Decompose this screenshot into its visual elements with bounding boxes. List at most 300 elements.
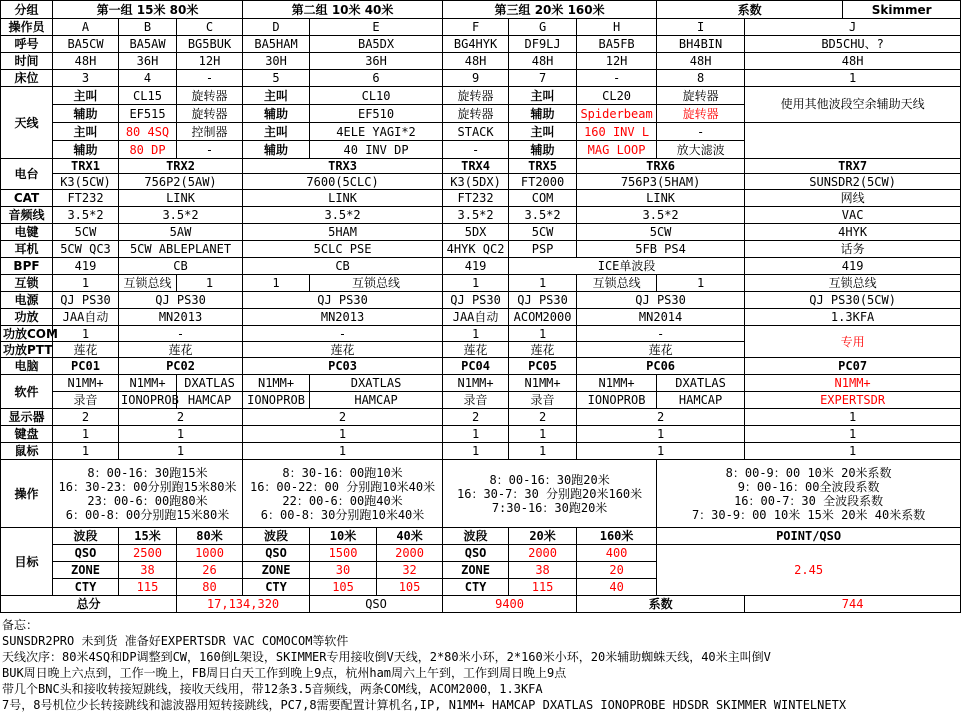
- cell: -: [577, 326, 745, 342]
- corner-cell: 分组: [1, 1, 53, 19]
- cell: 48H: [509, 53, 577, 70]
- cell: ZONE: [243, 562, 310, 579]
- cell: 话务: [745, 241, 961, 258]
- cell: PC03: [243, 358, 443, 375]
- row-label: 电脑: [1, 358, 53, 375]
- cell: 录音: [443, 392, 509, 409]
- cell: 1: [509, 326, 577, 342]
- cell: 1: [119, 426, 243, 443]
- cell: MN2013: [243, 309, 443, 326]
- cell: 2: [443, 409, 509, 426]
- main-label: 主叫: [509, 87, 577, 105]
- ops-line: 22：00-6：00跑40米: [282, 493, 403, 508]
- cell: EF510: [310, 105, 443, 123]
- cell: 12H: [177, 53, 243, 70]
- ops-row: [1, 460, 961, 528]
- cell: 5HAM: [243, 224, 443, 241]
- row-label: 功放PTT: [1, 342, 53, 358]
- row-label: 耳机: [1, 241, 53, 258]
- cell: BG5BUK: [177, 36, 243, 53]
- ops-line: 16：30-7：30 分别跑20米160米: [457, 486, 643, 501]
- cell: QJ PS30: [509, 292, 577, 309]
- mouse-row: [1, 443, 961, 460]
- ops-line: 8：00-16：30跑15米: [87, 465, 208, 480]
- cell: JAA自动: [443, 309, 509, 326]
- cell: 莲花: [443, 342, 509, 358]
- cell: 30: [310, 562, 377, 579]
- cell: D: [243, 19, 310, 36]
- cell: N1MM+: [243, 375, 310, 392]
- cell: 莲花: [243, 342, 443, 358]
- cell: CB: [119, 258, 243, 275]
- cell: FT232: [443, 190, 509, 207]
- cell: 互锁总线: [577, 275, 657, 292]
- cell: STACK: [443, 123, 509, 141]
- cell: SUNSDR2(5CW): [745, 174, 961, 190]
- cell: 4ELE YAGI*2: [310, 123, 443, 141]
- cell: 1: [53, 443, 119, 460]
- trx-label: TRX7: [745, 159, 961, 174]
- cell: 38: [509, 562, 577, 579]
- power-row: [1, 292, 961, 309]
- cell: 5CW: [53, 224, 119, 241]
- cell: 48H: [53, 53, 119, 70]
- bed-row: [1, 70, 961, 87]
- amp-dedicated-cell: 专用: [745, 326, 961, 358]
- cell: MN2013: [119, 309, 243, 326]
- cell: 1: [577, 443, 745, 460]
- cell: 3.5*2: [53, 207, 119, 224]
- cell: 36H: [119, 53, 177, 70]
- cell: HAMCAP: [310, 392, 443, 409]
- ampcom-row: [1, 326, 961, 342]
- row-label: 电台: [1, 159, 53, 190]
- cell: 40米: [377, 528, 443, 545]
- audio-row: [1, 207, 961, 224]
- ops-line: 16：00-7：30 全波段系数: [734, 493, 884, 508]
- cell: E: [310, 19, 443, 36]
- ops-line: 8：30-16：00跑10米: [282, 465, 403, 480]
- cell: PSP: [509, 241, 577, 258]
- cell: PC04: [443, 358, 509, 375]
- cell: ZONE: [443, 562, 509, 579]
- cell: 48H: [443, 53, 509, 70]
- key-row: [1, 224, 961, 241]
- operator-row: [1, 19, 961, 36]
- cell: 1: [745, 426, 961, 443]
- memo-line: 天线次序：80米4SQ和DP调整到CW，160倒L架设，SKIMMER专用接收倒V天线，2*80米小环，2*160米小环，20米辅助蜘蛛天线，40米主叫倒V: [2, 650, 771, 664]
- cell: 互锁总线: [310, 275, 443, 292]
- cell: BG4HYK: [443, 36, 509, 53]
- cell: 2: [53, 409, 119, 426]
- cell: MAG LOOP: [577, 141, 657, 159]
- cell: 36H: [310, 53, 443, 70]
- main-label: 主叫: [509, 123, 577, 141]
- cell: 105: [310, 579, 377, 596]
- row-label: 操作: [1, 460, 53, 528]
- main-label: 主叫: [53, 87, 119, 105]
- aux-label: 辅助: [509, 141, 577, 159]
- cell: 1: [509, 426, 577, 443]
- cell: PC06: [577, 358, 745, 375]
- cell: 1: [177, 275, 243, 292]
- cell: N1MM+: [443, 375, 509, 392]
- cell: 115: [119, 579, 177, 596]
- keyboard-row: [1, 426, 961, 443]
- cell: LINK: [577, 190, 745, 207]
- cell: 40 INV DP: [310, 141, 443, 159]
- cell: 录音: [53, 392, 119, 409]
- software-row-1: [1, 375, 961, 392]
- point-qso-title: POINT/QSO: [657, 528, 961, 545]
- cell: CL20: [577, 87, 657, 105]
- cell: C: [177, 19, 243, 36]
- cell: 80 DP: [119, 141, 177, 159]
- cell: 旋转器: [443, 87, 509, 105]
- cell: 12H: [577, 53, 657, 70]
- antenna-row-1: [1, 87, 961, 105]
- cell: 26: [177, 562, 243, 579]
- aux-label: 辅助: [243, 105, 310, 123]
- memo-line: SUNSDR2PRO 未到货 准备好EXPERTSDR VAC COMOCOM等软件: [2, 634, 349, 648]
- cell: 1: [443, 326, 509, 342]
- cell: 旋转器: [657, 87, 745, 105]
- cell: N1MM+: [745, 375, 961, 392]
- row-label: 操作员: [1, 19, 53, 36]
- cell: 5CW: [577, 224, 745, 241]
- cell: 1: [53, 275, 119, 292]
- cell: DXATLAS: [657, 375, 745, 392]
- cell: IONOPROB: [243, 392, 310, 409]
- trx-label: TRX6: [577, 159, 745, 174]
- time-row: [1, 53, 961, 70]
- cell: 32: [377, 562, 443, 579]
- skimmer-header: Skimmer: [843, 1, 961, 19]
- cell: 1: [119, 443, 243, 460]
- cell: BA5FB: [577, 36, 657, 53]
- cell: 1: [745, 409, 961, 426]
- cell: 2: [577, 409, 745, 426]
- row-label: 显示器: [1, 409, 53, 426]
- row-label: CAT: [1, 190, 53, 207]
- cell: Spiderbeam: [577, 105, 657, 123]
- cell: -: [177, 141, 243, 159]
- cell: JAA自动: [53, 309, 119, 326]
- cell: 3.5*2: [243, 207, 443, 224]
- aux-antenna-note: 使用其他波段空余辅助天线: [745, 87, 961, 123]
- cell: MN2014: [577, 309, 745, 326]
- cell: 160米: [577, 528, 657, 545]
- cell: 7: [509, 70, 577, 87]
- ops-group4: [657, 460, 961, 528]
- aux-label: 辅助: [509, 105, 577, 123]
- cell: CTY: [243, 579, 310, 596]
- cell: VAC: [745, 207, 961, 224]
- cell: ACOM2000: [509, 309, 577, 326]
- cell: 1: [243, 443, 443, 460]
- group3-header: 第三组 20米 160米: [443, 1, 657, 19]
- cell: 105: [377, 579, 443, 596]
- trx-label: TRX5: [509, 159, 577, 174]
- cell: DF9LJ: [509, 36, 577, 53]
- cell: 录音: [509, 392, 577, 409]
- cell: 1: [657, 275, 745, 292]
- cell: BA5HAM: [243, 36, 310, 53]
- row-label: 目标: [1, 528, 53, 596]
- cell: -: [443, 141, 509, 159]
- band-label: 波段: [243, 528, 310, 545]
- cell: 80: [177, 579, 243, 596]
- cell: 30H: [243, 53, 310, 70]
- coef-header: 系数: [657, 1, 843, 19]
- cell: K3(5DX): [443, 174, 509, 190]
- row-label: 功放COM: [1, 326, 53, 342]
- row-label: 鼠标: [1, 443, 53, 460]
- cell: 控制器: [177, 123, 243, 141]
- cell: N1MM+: [53, 375, 119, 392]
- memo-line: 7号，8号机位少长转接跳线和滤波器用短转接跳线，PC7,8需要配置计算机名,IP, N1MM+ HAMCAP DXATLAS IONOPROBE HDSDR SKIMMER WINTELNETX: [2, 698, 847, 712]
- cell: 20米: [509, 528, 577, 545]
- cell: 3.5*2: [509, 207, 577, 224]
- cell: 1: [509, 443, 577, 460]
- cell: N1MM+: [119, 375, 177, 392]
- cell: -: [243, 326, 443, 342]
- cell: G: [509, 19, 577, 36]
- ops-line: 23：00-6：00跑80米: [87, 493, 208, 508]
- cell: PC02: [119, 358, 243, 375]
- cell: 1: [243, 426, 443, 443]
- cell: 1.3KFA: [745, 309, 961, 326]
- coef-total-label: 系数: [577, 596, 745, 613]
- cell: PC01: [53, 358, 119, 375]
- row-label: 床位: [1, 70, 53, 87]
- headphone-row: [1, 241, 961, 258]
- cell: B: [119, 19, 177, 36]
- main-label: 主叫: [243, 123, 310, 141]
- cell: 1500: [310, 545, 377, 562]
- cell: 160 INV L: [577, 123, 657, 141]
- totals-row: [1, 596, 961, 613]
- cell: QJ PS30: [119, 292, 243, 309]
- cell: CL10: [310, 87, 443, 105]
- cell: 2: [119, 409, 243, 426]
- cell: 3.5*2: [577, 207, 745, 224]
- cell: ZONE: [53, 562, 119, 579]
- cell: 莲花: [119, 342, 243, 358]
- cell: 40: [577, 579, 657, 596]
- cell: 4HYK QC2: [443, 241, 509, 258]
- cell: 4HYK: [745, 224, 961, 241]
- amp-row: [1, 309, 961, 326]
- cell: 38: [119, 562, 177, 579]
- empty-cell: [745, 123, 961, 159]
- cell: J: [745, 19, 961, 36]
- cell: ICE单波段: [509, 258, 745, 275]
- cell: N1MM+: [577, 375, 657, 392]
- ops-group3: [443, 460, 657, 528]
- cell: 80 4SQ: [119, 123, 177, 141]
- cell: FT232: [53, 190, 119, 207]
- main-label: 主叫: [53, 123, 119, 141]
- cell: 旋转器: [443, 105, 509, 123]
- cell: I: [657, 19, 745, 36]
- cell: K3(5CW): [53, 174, 119, 190]
- interlock-row: [1, 275, 961, 292]
- cell: BH4BIN: [657, 36, 745, 53]
- cell: CTY: [53, 579, 119, 596]
- cell: EXPERTSDR: [745, 392, 961, 409]
- cell: QJ PS30: [53, 292, 119, 309]
- cell: PC05: [509, 358, 577, 375]
- main-label: 主叫: [243, 87, 310, 105]
- memo-line: 带几个BNC头和接收转接短跳线，接收天线用，带12条3.5音频线，两条COM线，ACOM2000，1.3KFA: [2, 682, 543, 696]
- trx-label: TRX1: [53, 159, 119, 174]
- cell: 15米: [119, 528, 177, 545]
- antenna-row-3: [1, 123, 961, 141]
- cell: 419: [53, 258, 119, 275]
- cell: 1: [745, 70, 961, 87]
- cell: 5CW ABLEPLANET: [119, 241, 243, 258]
- cell: 10米: [310, 528, 377, 545]
- cell: DXATLAS: [310, 375, 443, 392]
- row-label: 呼号: [1, 36, 53, 53]
- cell: 3.5*2: [119, 207, 243, 224]
- cell: 2000: [509, 545, 577, 562]
- cell: 1: [53, 426, 119, 443]
- cell: 1: [577, 426, 745, 443]
- cell: 1: [443, 426, 509, 443]
- cell: 旋转器: [177, 105, 243, 123]
- cell: 5CW: [509, 224, 577, 241]
- cell: 1: [509, 275, 577, 292]
- cell: LINK: [243, 190, 443, 207]
- cell: -: [177, 70, 243, 87]
- cell: 9: [443, 70, 509, 87]
- cell: 419: [745, 258, 961, 275]
- total-score-label: 总分: [1, 596, 177, 613]
- cell: 2: [243, 409, 443, 426]
- cell: 互锁总线: [745, 275, 961, 292]
- row-label: 键盘: [1, 426, 53, 443]
- trx-label: TRX2: [119, 159, 243, 174]
- cell: A: [53, 19, 119, 36]
- trx-label: TRX4: [443, 159, 509, 174]
- callsign-row: [1, 36, 961, 53]
- row-label: 互锁: [1, 275, 53, 292]
- cell: 2: [509, 409, 577, 426]
- cell: PC07: [745, 358, 961, 375]
- cell: BA5CW: [53, 36, 119, 53]
- band-label: 波段: [53, 528, 119, 545]
- cell: CL15: [119, 87, 177, 105]
- memo-line: BUK周日晚上六点到，工作一晚上，FB周日白天工作到晚上9点，杭州ham周六上午到，工作到周日晚上9点: [2, 666, 567, 680]
- target-band-row: [1, 528, 961, 545]
- cell: EF515: [119, 105, 177, 123]
- cell: 放大滤波: [657, 141, 745, 159]
- cell: 2500: [119, 545, 177, 562]
- qso-total-value: 9400: [443, 596, 577, 613]
- memo-notes: [2, 617, 898, 713]
- cell: 5CLC PSE: [243, 241, 443, 258]
- ops-line: 7:30-16：30跑20米: [491, 500, 608, 515]
- ops-line: 9：00-16：00全波段系数: [737, 479, 880, 494]
- cell: IONOPROB: [119, 392, 177, 409]
- cell: 旋转器: [177, 87, 243, 105]
- cell: 115: [509, 579, 577, 596]
- aux-label: 辅助: [53, 141, 119, 159]
- cell: FT2000: [509, 174, 577, 190]
- radio-model-row: [1, 174, 961, 190]
- cell: 80米: [177, 528, 243, 545]
- trx-label: TRX3: [243, 159, 443, 174]
- cell: QSO: [53, 545, 119, 562]
- aux-label: 辅助: [243, 141, 310, 159]
- ops-line: 6：00-8：30分别跑10米40米: [260, 507, 425, 522]
- bpf-row: [1, 258, 961, 275]
- cell: 1: [745, 443, 961, 460]
- cell: 网线: [745, 190, 961, 207]
- cell: 莲花: [509, 342, 577, 358]
- cat-row: [1, 190, 961, 207]
- cell: -: [119, 326, 243, 342]
- software-row-2: [1, 392, 961, 409]
- cell: F: [443, 19, 509, 36]
- row-label: 软件: [1, 375, 53, 409]
- ops-line: 7：30-9：00 10米 15米 20米 40米系数: [691, 507, 926, 522]
- cell: BA5AW: [119, 36, 177, 53]
- group1-header: 第一组 15米 80米: [53, 1, 243, 19]
- cell: HAMCAP: [177, 392, 243, 409]
- ops-group1: [53, 460, 243, 528]
- cell: DXATLAS: [177, 375, 243, 392]
- row-label: 音频线: [1, 207, 53, 224]
- cell: 1: [243, 275, 310, 292]
- cell: QSO: [243, 545, 310, 562]
- cell: 419: [443, 258, 509, 275]
- pc-row: [1, 358, 961, 375]
- cell: 5FB PS4: [577, 241, 745, 258]
- coef-total-value: 744: [745, 596, 961, 613]
- cell: 1: [53, 326, 119, 342]
- cell: 3: [53, 70, 119, 87]
- cell: 5DX: [443, 224, 509, 241]
- cell: 1000: [177, 545, 243, 562]
- cell: 1: [443, 275, 509, 292]
- ops-line: 16：00-22：00 分别跑10米40米: [249, 479, 436, 494]
- cell: QJ PS30: [243, 292, 443, 309]
- cell: N1MM+: [509, 375, 577, 392]
- aux-label: 辅助: [53, 105, 119, 123]
- radio-trx-row: [1, 159, 961, 174]
- row-label: 电源: [1, 292, 53, 309]
- cell: -: [577, 70, 657, 87]
- cell: 756P2(5AW): [119, 174, 243, 190]
- cell: HAMCAP: [657, 392, 745, 409]
- cell: 48H: [657, 53, 745, 70]
- row-label: 时间: [1, 53, 53, 70]
- cell: COM: [509, 190, 577, 207]
- cell: 20: [577, 562, 657, 579]
- ops-line: 6：00-8：00分别跑15米80米: [65, 507, 230, 522]
- cell: 7600(5CLC): [243, 174, 443, 190]
- cell: QJ PS30: [577, 292, 745, 309]
- cell: 旋转器: [657, 105, 745, 123]
- cell: -: [657, 123, 745, 141]
- cell: 莲花: [53, 342, 119, 358]
- band-label: 波段: [443, 528, 509, 545]
- ops-line: 8：00-16：30跑20米: [489, 472, 610, 487]
- cell: 48H: [745, 53, 961, 70]
